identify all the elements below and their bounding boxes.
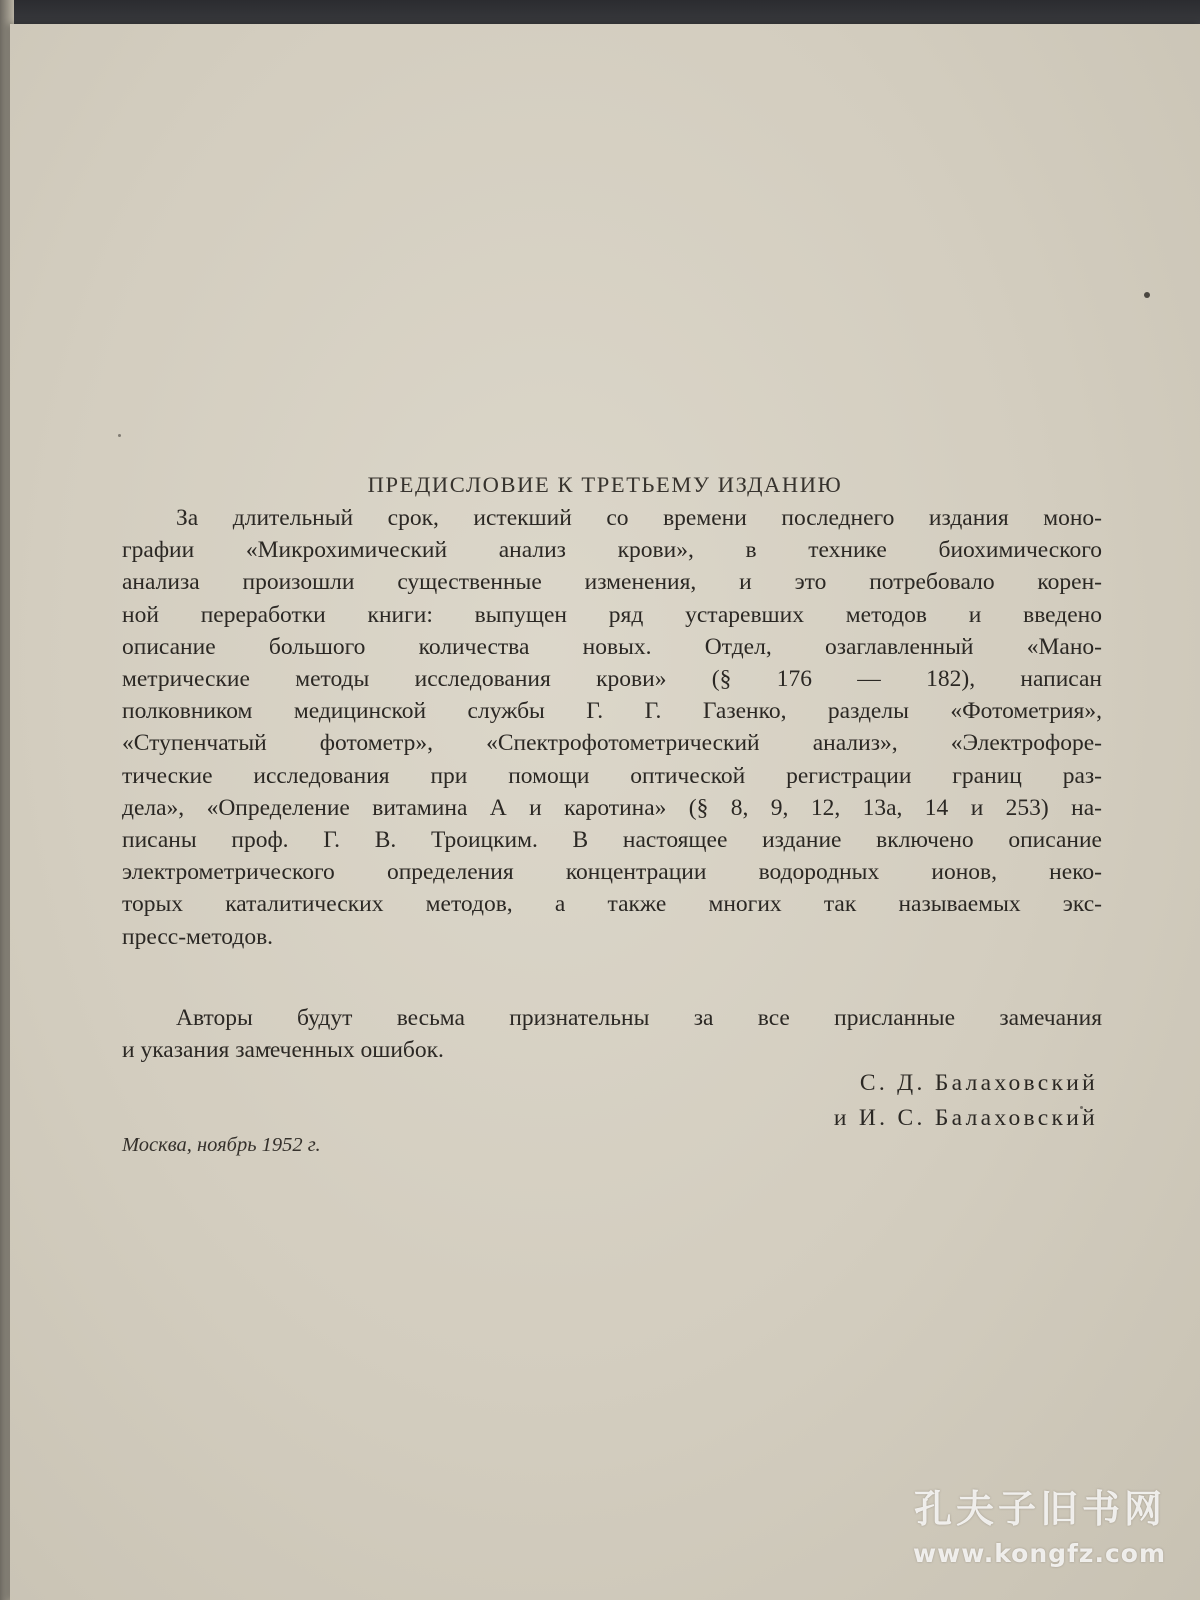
book-page [10, 24, 1200, 1600]
text-line: Авторы будут весьма признательны за все присланные замечания [176, 1005, 1102, 1031]
text-line: пресс-методов. [122, 923, 274, 950]
text-line: ной переработки книги: выпущен ряд устаревших методов и введено [122, 601, 1102, 628]
preface-paragraph-2 [122, 1002, 1102, 1066]
text-line: анализа произошли существенные изменения, и это потребовало корен- [122, 569, 1102, 596]
text-line: и указания замеченных ошибок. [122, 1037, 444, 1064]
text-line: графии «Микрохимический анализ крови», в технике биохимического [122, 537, 1102, 564]
text-line: За длительный срок, истекший со времени последнего издания моно- [176, 505, 1102, 531]
text-line: писаны проф. Г. В. Троицким. В настоящее издание включено описание [122, 827, 1102, 854]
place-and-date: Москва, ноябрь 1952 г. [122, 1134, 321, 1156]
watermark-url: www.kongfz.com [913, 1539, 1166, 1568]
author-signature-1: С. Д. Балаховский [859, 1070, 1098, 1096]
text-line: «Ступенчатый фотометр», «Спектрофотометрический анализ», «Электрофоре- [122, 730, 1102, 757]
text-line: метрические методы исследования крови» (§ 176 — 182), написан [122, 666, 1102, 693]
page-speck [118, 434, 121, 437]
page-title: ПРЕДИСЛОВИЕ К ТРЕТЬЕМУ ИЗДАНИЮ [367, 472, 843, 497]
watermark-brand: 孔夫子旧书网 [913, 1487, 1166, 1531]
text-line: электрометрического определения концентрации водородных ионов, неко- [122, 859, 1102, 886]
text-line: тические исследования при помощи оптической регистрации границ раз- [122, 762, 1102, 789]
text-line: торых каталитических методов, а также многих так называемых экс- [122, 891, 1102, 918]
text-line: дела», «Определение витамина А и каротина» (§ 8, 9, 12, 13а, 14 и 253) на- [122, 794, 1102, 821]
text-line: полковником медицинской службы Г. Г. Газенко, разделы «Фотометрия», [122, 698, 1102, 725]
preface-paragraph-1 [122, 502, 1102, 953]
author-signature-2: и И. С. Балаховский [833, 1105, 1098, 1131]
text-line: описание большого количества новых. Отдел, озаглавленный «Мано- [122, 633, 1102, 660]
watermark [913, 1478, 1166, 1568]
page-speck [1144, 292, 1150, 298]
